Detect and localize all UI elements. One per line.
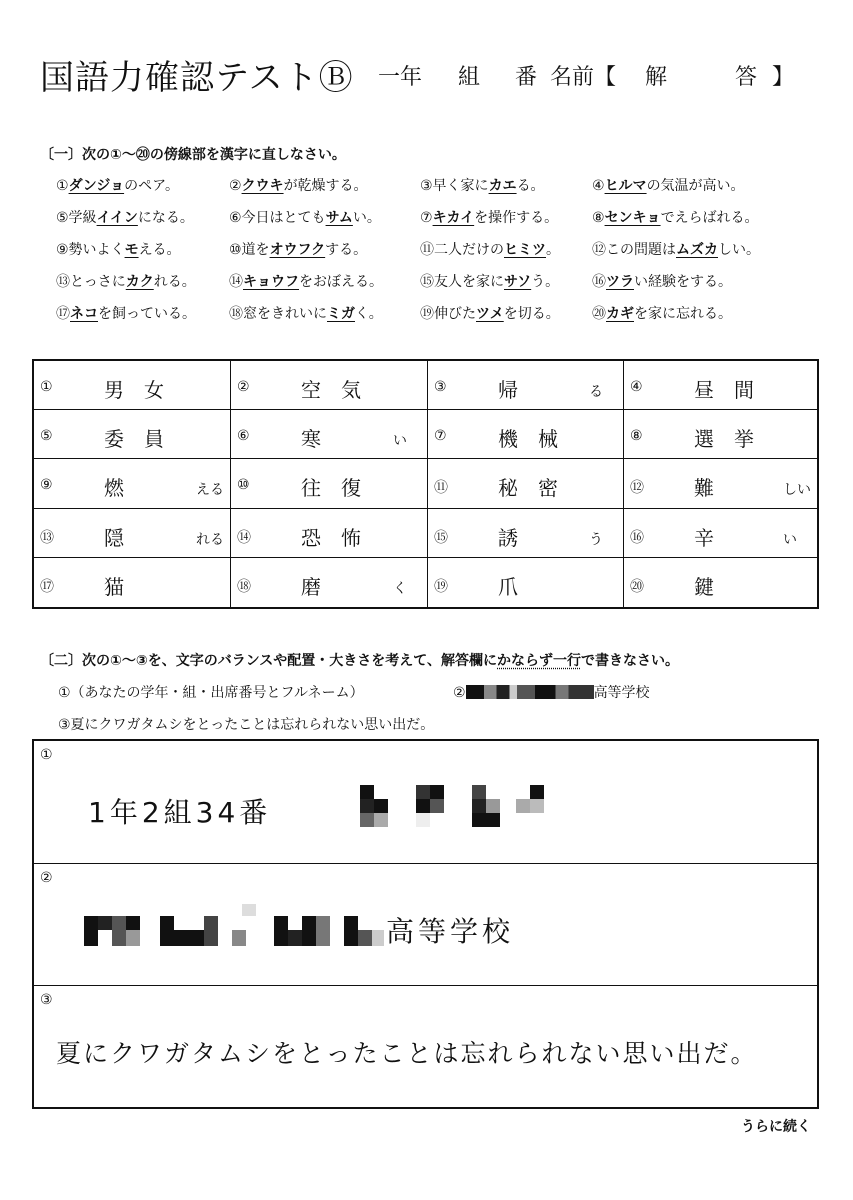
question-text: ⑰ (56, 306, 70, 322)
grid-cell (624, 410, 817, 459)
grid-cell-number: ③ (434, 379, 447, 395)
name-close-bracket: 】 (772, 65, 795, 90)
grid-cell (231, 558, 428, 607)
question-item (420, 207, 558, 227)
question-item (229, 271, 383, 291)
grid-cell-number: ④ (630, 379, 643, 395)
question-underlined-word: イイン (96, 210, 138, 226)
section2-item-1: ①（あなたの学年・組・出席番号とフルネーム） (58, 685, 364, 701)
year-label: 一年 (378, 65, 423, 90)
grid-cell-kanji: 往 復 (301, 476, 361, 501)
grid-cell-okurigana: える (196, 482, 224, 499)
grid-cell-kanji: 恐 怖 (301, 525, 361, 550)
grid-cell-kanji: 機 械 (498, 427, 558, 452)
question-underlined-word: キカイ (432, 210, 475, 226)
question-underlined-word: ムズカ (676, 242, 718, 258)
question-item (592, 175, 745, 195)
question-item (420, 239, 560, 259)
question-item (420, 303, 560, 323)
question-item (56, 175, 179, 195)
grid-cell (428, 558, 624, 607)
grid-cell-okurigana: い (393, 433, 407, 450)
question-item (592, 303, 732, 323)
grid-cell-kanji: 鍵 (694, 574, 714, 599)
grid-cell (428, 361, 624, 410)
answer-line-1: 1年2組34番 (88, 796, 272, 829)
grid-cell-kanji: 磨 (301, 574, 321, 599)
question-text: う。 (531, 274, 560, 290)
question-underlined-word: ミガ (327, 306, 355, 322)
question-text: 。 (546, 242, 560, 258)
question-underlined-word: クウキ (241, 178, 284, 194)
grid-cell (624, 459, 817, 508)
question-text: ⑨勢いよく (56, 242, 125, 258)
question-text: ⑤学級 (56, 210, 97, 226)
question-item (229, 303, 383, 323)
question-underlined-word: ダンジョ (68, 178, 125, 194)
grid-cell-okurigana: い (783, 531, 797, 548)
grid-cell-number: ⑳ (630, 578, 644, 595)
grid-cell (34, 361, 231, 410)
grid-cell-number: ⑤ (40, 428, 53, 445)
kanji-answer-grid (32, 359, 819, 609)
grid-cell-kanji: 空 気 (301, 378, 361, 402)
item2-prefix: ② (453, 685, 466, 701)
question-item (56, 271, 196, 291)
answer-line-2-suffix: 高等学校 (386, 915, 515, 948)
question-underlined-word: キョウフ (243, 274, 299, 290)
question-underlined-word: カエ (488, 178, 517, 194)
question-text: ⑪二人だけの (420, 242, 504, 258)
class-label: 組 (458, 65, 481, 90)
grid-cell-kanji: 寒 (301, 427, 321, 452)
question-underlined-word: サソ (504, 274, 532, 290)
grid-cell-kanji: 猫 (104, 574, 124, 599)
grid-cell-kanji: 委 員 (104, 427, 164, 452)
grid-cell (231, 410, 428, 459)
grid-cell-number: ① (40, 379, 53, 395)
page-title: 国語力確認テストⒷ (40, 58, 354, 98)
grid-cell-number: ⑭ (237, 529, 251, 546)
question-item (592, 207, 759, 227)
question-text: をおぼえる。 (299, 274, 383, 290)
grid-cell-kanji: 隠 (104, 525, 124, 550)
grid-cell (428, 410, 624, 459)
question-underlined-word: ヒルマ (604, 178, 647, 194)
question-text: る。 (516, 178, 545, 194)
question-underlined-word: オウフク (269, 242, 326, 258)
question-text: を操作する。 (474, 210, 559, 226)
number-label: 番 (515, 65, 538, 90)
section2-heading-emphasis: かならず一行 (497, 653, 582, 669)
grid-cell-kanji: 爪 (498, 574, 518, 599)
grid-cell-okurigana: る (589, 384, 603, 400)
question-text: ② (229, 178, 242, 194)
grid-cell-kanji: 難 (694, 476, 714, 501)
question-text: を切る。 (503, 306, 560, 322)
answer-row-number: ② (40, 870, 53, 886)
question-text: のペア。 (124, 178, 179, 194)
grid-cell (34, 558, 231, 607)
question-text: く。 (355, 306, 383, 322)
question-item (56, 207, 194, 227)
question-text: える。 (138, 242, 181, 258)
question-text: でえらばれる。 (660, 210, 759, 226)
grid-cell (34, 410, 231, 459)
grid-cell-number: ⑯ (630, 529, 644, 546)
grid-cell-kanji: 選 挙 (694, 427, 754, 452)
grid-cell-okurigana: れる (196, 531, 224, 548)
question-text: い経験をする。 (634, 274, 732, 290)
question-text: する。 (325, 242, 368, 258)
question-text: ⑮友人を家に (420, 274, 504, 290)
question-text: しい。 (718, 242, 760, 258)
grid-cell-kanji: 秘 密 (498, 476, 558, 501)
grid-cell-number: ⑥ (237, 428, 250, 445)
grid-cell-number: ⑧ (630, 428, 643, 445)
grid-cell-number: ⑩ (237, 477, 250, 494)
answer-line-3: 夏にクワガタムシをとったことは忘れられない思い出だ。 (56, 1039, 758, 1068)
question-item (592, 239, 760, 259)
grid-cell (34, 509, 231, 558)
question-text: ⑭ (229, 274, 243, 290)
question-text: ⑳ (592, 306, 606, 322)
grid-cell (231, 361, 428, 410)
question-text: れる。 (153, 274, 196, 290)
grid-cell (624, 361, 817, 410)
grid-cell-kanji: 誘 (498, 525, 518, 550)
grid-cell (428, 459, 624, 508)
question-item (229, 239, 367, 259)
question-underlined-word: サム (325, 210, 353, 226)
section1-heading: 〔一〕次の①〜⑳の傍線部を漢字に直しなさい。 (40, 147, 346, 163)
question-text: になる。 (137, 210, 194, 226)
answer-row-3 (34, 986, 817, 1107)
grid-cell-okurigana: う (589, 531, 603, 548)
grid-cell (624, 509, 817, 558)
question-underlined-word: カク (125, 274, 154, 290)
grid-cell-kanji: 燃 (104, 476, 124, 501)
question-item (56, 239, 181, 259)
grid-cell-number: ⑬ (40, 529, 54, 546)
question-text: を飼っている。 (98, 306, 196, 322)
answer-row-number: ③ (40, 992, 53, 1008)
question-underlined-word: モ (124, 242, 139, 258)
question-underlined-word: センキョ (604, 210, 661, 226)
grid-cell-number: ⑮ (434, 529, 448, 546)
continue-note: うらに続く (741, 1119, 811, 1135)
question-text: を家に忘れる。 (634, 306, 732, 322)
question-underlined-word: ツラ (606, 274, 634, 290)
section2-heading-post: で書きなさい。 (581, 653, 680, 669)
question-underlined-word: ネコ (70, 306, 98, 322)
question-text: ① (56, 178, 69, 194)
grid-cell-okurigana: く (393, 580, 407, 597)
section2-heading-pre: 〔二〕次の①〜③を、文字のバランスや配置・大きさを考えて、解答欄に (40, 653, 498, 669)
grid-cell-okurigana: しい (783, 482, 811, 499)
question-text: ⑬とっさに (56, 274, 126, 290)
question-text: の気温が高い。 (646, 178, 745, 194)
section2-heading (40, 650, 679, 670)
answer-mark-2: 答 (735, 65, 758, 90)
grid-cell-number: ⑪ (434, 480, 448, 497)
question-text: ⑯ (592, 274, 606, 290)
grid-cell-number: ② (237, 379, 250, 395)
grid-cell (231, 509, 428, 558)
question-underlined-word: カギ (606, 306, 634, 322)
question-text: ⑧ (592, 210, 605, 226)
question-text: ③早く家に (420, 178, 489, 194)
question-underlined-word: ツメ (476, 306, 504, 322)
question-text: ⑱窓をきれいに (229, 306, 327, 322)
question-item (420, 175, 545, 195)
redacted-name (360, 785, 570, 833)
redacted-school (84, 904, 384, 948)
grid-cell-kanji: 昼 間 (694, 378, 754, 402)
section2-item-3: ③夏にクワガタムシをとったことは忘れられない思い出だ。 (58, 717, 435, 733)
question-item (592, 271, 732, 291)
item2-suffix: 高等学校 (593, 685, 650, 701)
grid-cell-number: ⑱ (237, 578, 251, 595)
question-text: ⑫この問題は (592, 242, 676, 258)
grid-cell (428, 509, 624, 558)
grid-cell-kanji: 辛 (694, 525, 714, 550)
question-underlined-word: ヒミツ (504, 242, 546, 258)
question-text: ④ (592, 178, 605, 194)
grid-cell (231, 459, 428, 508)
name-label: 名前【 (550, 65, 617, 90)
answer-mark-1: 解 (645, 65, 668, 90)
question-item (420, 271, 559, 291)
question-text: ⑲伸びた (420, 306, 476, 322)
writing-answer-box (32, 739, 819, 1109)
grid-cell (34, 459, 231, 508)
section2-item-2 (453, 682, 650, 702)
grid-cell-number: ⑨ (40, 477, 53, 494)
grid-cell-number: ⑫ (630, 480, 644, 497)
question-item (229, 175, 368, 195)
question-text: ⑦ (420, 210, 433, 226)
grid-cell-number: ⑲ (434, 578, 448, 595)
answer-row-number: ① (40, 747, 53, 763)
grid-cell-number: ⑰ (40, 578, 54, 595)
question-item (229, 207, 381, 227)
question-text: い。 (352, 210, 381, 226)
grid-cell-kanji: 帰 (498, 378, 518, 402)
redacted-block (466, 685, 594, 699)
question-text: ⑥今日はとても (229, 210, 326, 226)
answer-row-2 (34, 864, 817, 986)
question-text: ⑩道を (229, 242, 270, 258)
question-text: が乾燥する。 (283, 178, 368, 194)
answer-row-1 (34, 741, 817, 864)
grid-cell-kanji: 男 女 (104, 378, 164, 402)
grid-cell-number: ⑦ (434, 428, 447, 445)
question-item (56, 303, 196, 323)
grid-cell (624, 558, 817, 607)
